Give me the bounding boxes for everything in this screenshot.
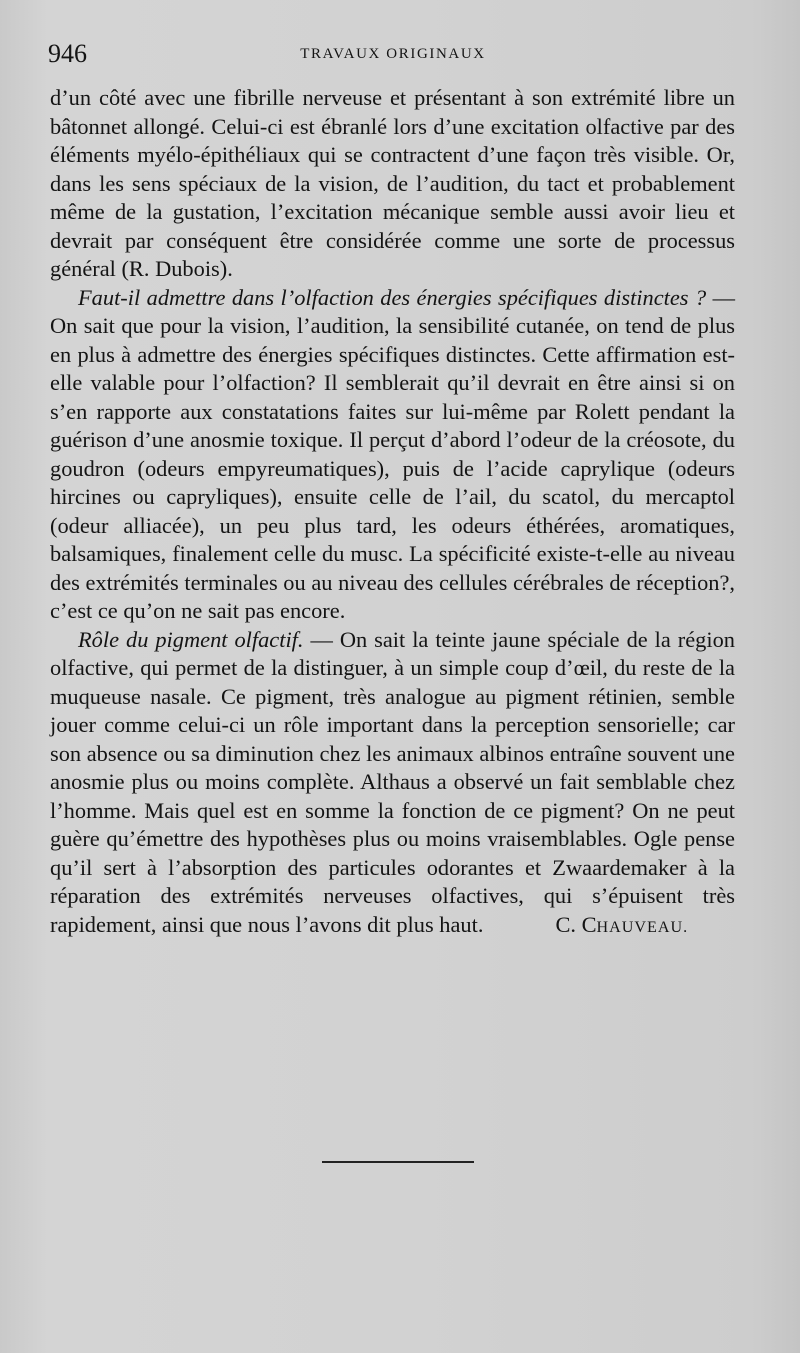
signature-initial: C. C xyxy=(555,911,597,937)
paragraph-text: d’un côté avec une fibrille nerveuse et présentant à son extrémité libre un bâtonnet allongé. Celui-ci est ébranlé lors d’une excitation olfactive par des éléments myélo-épithéliaux qui se contractent d’une façon très visible. Or, dans les sens spéciaux de la vision, de l’audition, du tact et probablement même de la gustation, l’excitation mécanique semble aussi avoir lieu et devrait par conséquent être considérée comme une sorte de processus général (R. Dubois). xyxy=(50,85,735,281)
section-rubric: Faut-il admettre dans l’olfaction des énergies spécifiques distinctes ? xyxy=(78,284,707,310)
article-body xyxy=(50,84,735,942)
page-number: 946 xyxy=(48,39,87,68)
section-rubric: Rôle du pigment olfactif. xyxy=(78,626,304,652)
signature-small-caps: HAUVEAU. xyxy=(596,918,689,936)
paragraph-olfactory-pigment xyxy=(50,626,735,943)
section-end-rule xyxy=(322,1161,474,1163)
running-head: TRAVAUX ORIGINAUX xyxy=(300,46,486,62)
paragraph-specific-energies xyxy=(50,284,735,626)
paragraph-text: — On sait que pour la vision, l’audition, la sensibilité cutanée, on tend de plus en plus à admettre des énergies spécifiques distinctes. Cette affirmation est-elle valable pour l’olfaction? Il semblerait qu’il devrait en être ainsi si on s’en rapporte aux constatations faites sur lui-même par Rolett pendant la guérison d’une anosmie toxique. Il perçut d’abord l’odeur de la créosote, du goudron (odeurs empyreumatiques), puis de l’acide caprylique (odeurs hircines ou capryliques), ensuite celle de l’ail, du scatol, du mercaptol (odeur alliacée), un peu plus tard, les odeurs éthérées, aromatiques, balsamiques, finalement celle du musc. La spécificité existe-t-elle au niveau des extrémités terminales ou au niveau des cellules cérébrales de réception?, c’est ce qu’on ne sait pas encore. xyxy=(50,284,735,623)
paragraph-text: — On sait la teinte jaune spéciale de la région olfactive, qui permet de la distinguer, à un simple coup d’œil, du reste de la muqueuse nasale. Ce pigment, très analogue au pigment rétinien, semble jouer comme celui-ci un rôle important dans la perception sensorielle; car son absence ou sa diminution chez les animaux albinos entraîne souvent une anosmie plus ou moins complète. Althaus a observé un fait semblable chez l’homme. Mais quel est en somme la fonction de ce pigment? On ne peut guère qu’émettre des hypothèses plus ou moins vraisemblables. Ogle pense qu’il sert à l’absorption des particules odorantes et Zwaardemaker à la réparation des extrémités nerveuses olfactives, qui s’épuisent très rapidement, ainsi que nous l’avons dit plus haut. xyxy=(50,626,735,937)
page-header xyxy=(48,34,738,74)
paragraph-continuation xyxy=(50,84,735,284)
author-signature xyxy=(527,911,688,943)
